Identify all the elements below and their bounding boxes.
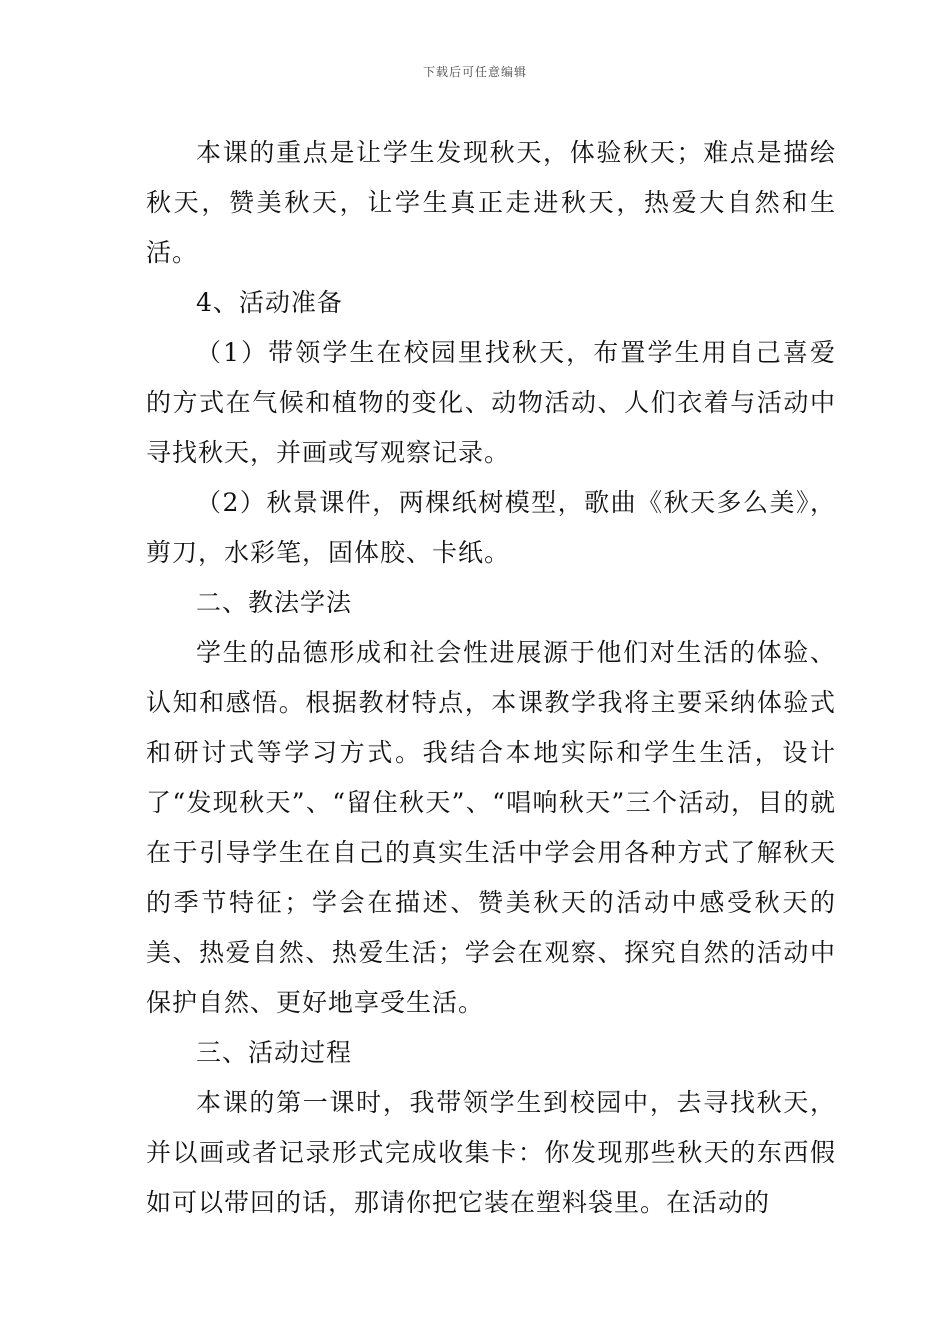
paragraph-preparation-2: （2）秋景课件，两棵纸树模型，歌曲《秋天多么美》，剪刀，水彩笔，固体胶、卡纸。 — [146, 488, 836, 567]
paragraph-activity-process: 本课的第一课时，我带领学生到校园中，去寻找秋天，并以画或者记录形式完成收集卡：你发现那些秋天的东西假如可以带回的话，那请你把它装在塑料袋里。在活动的 — [146, 1088, 836, 1217]
paragraph-focus-difficulty: 本课的重点是让学生发现秋天，体验秋天；难点是描绘秋天，赞美秋天，让学生真正走进秋天，热爱大自然和生活。 — [146, 138, 836, 267]
paragraph-teaching-methods: 学生的品德形成和社会性进展源于他们对生活的体验、认知和感悟。根据教材特点，本课教学我将主要采纳体验式和研讨式等学习方式。我结合本地实际和学生生活，设计了“发现秋天”、“留住秋天”、“唱响秋天”三个活动，目的就在于引导学生在自己的真实生活中学会用各种方式了解秋天的季节特征；学会在描述、赞美秋天的活动中感受秋天的美、热爱自然、热爱生活；学会在观察、探究自然的活动中保护自然、更好地享受生活。 — [146, 638, 836, 1017]
heading-teaching-methods: 二、教法学法 — [196, 588, 353, 617]
heading-activity-preparation: 4、活动准备 — [196, 288, 343, 317]
paragraph-preparation-1: （1）带领学生在校园里找秋天，布置学生用自己喜爱的方式在气候和植物的变化、动物活动、人们衣着与活动中寻找秋天，并画或写观察记录。 — [146, 338, 836, 467]
document-body — [146, 128, 836, 1228]
page-header: 下载后可任意编辑 — [422, 65, 527, 79]
heading-activity-process: 三、活动过程 — [196, 1038, 353, 1067]
